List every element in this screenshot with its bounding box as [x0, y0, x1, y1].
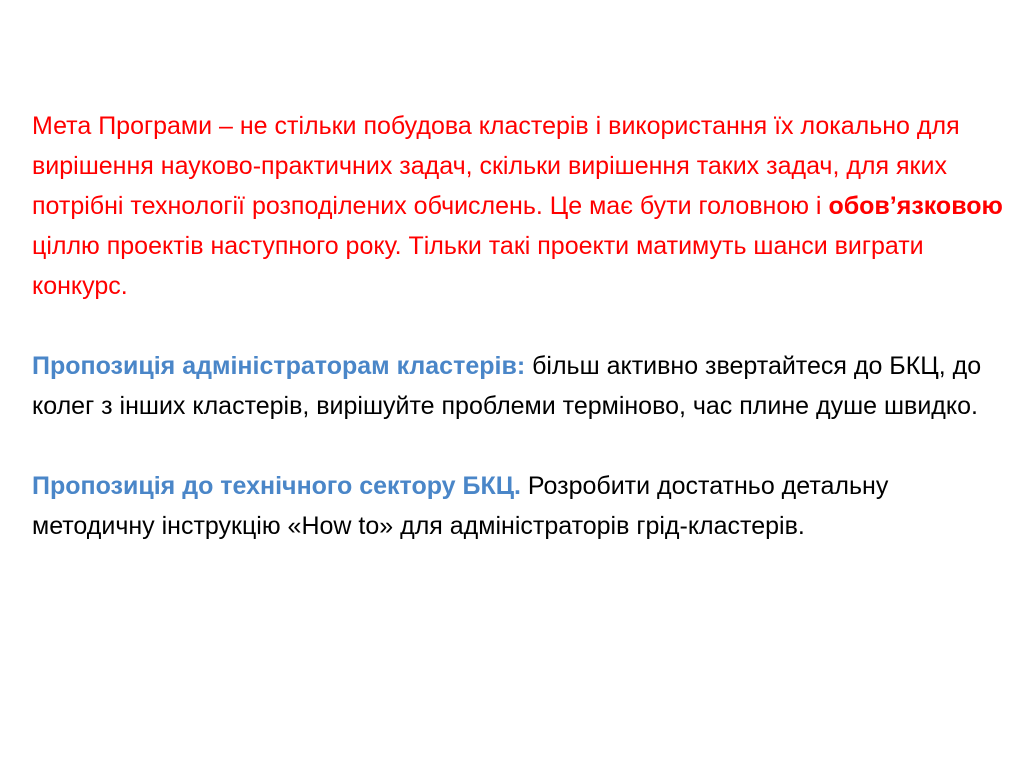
- program-goal-text-end: ціллю проектів наступного року. Тільки такі проекти матимуть шанси виграти конкурс.: [32, 232, 924, 300]
- admins-proposal-heading: Пропозиція адміністраторам кластерів:: [32, 352, 526, 380]
- admins-proposal-paragraph: [32, 346, 1007, 426]
- admins-proposal-text: більш активно звертайтеся до БКЦ, до колег з інших кластерів, вирішуйте проблеми терміново, час плине душе швидко.: [32, 352, 982, 420]
- program-goal-emphasis: обов’язковою: [828, 192, 1003, 220]
- tech-proposal-text: Розробити достатньо детальну методичну інструкцію «How to» для адміністраторів грід-кластерів.: [32, 472, 889, 540]
- program-goal-text: Мета Програми – не стільки побудова кластерів і використання їх локально для вирішення науково-практичних задач, скільки вирішення таких задач, для яких потрібні технології розподілених обчислень. Це має бути головною і: [32, 112, 960, 220]
- paragraph-spacer: [32, 306, 1007, 346]
- program-goal-paragraph: [32, 106, 1007, 306]
- tech-proposal-paragraph: [32, 466, 1007, 546]
- tech-proposal-heading: Пропозиція до технічного сектору БКЦ.: [32, 472, 521, 500]
- paragraph-spacer: [32, 426, 1007, 466]
- slide-body: [32, 106, 1007, 546]
